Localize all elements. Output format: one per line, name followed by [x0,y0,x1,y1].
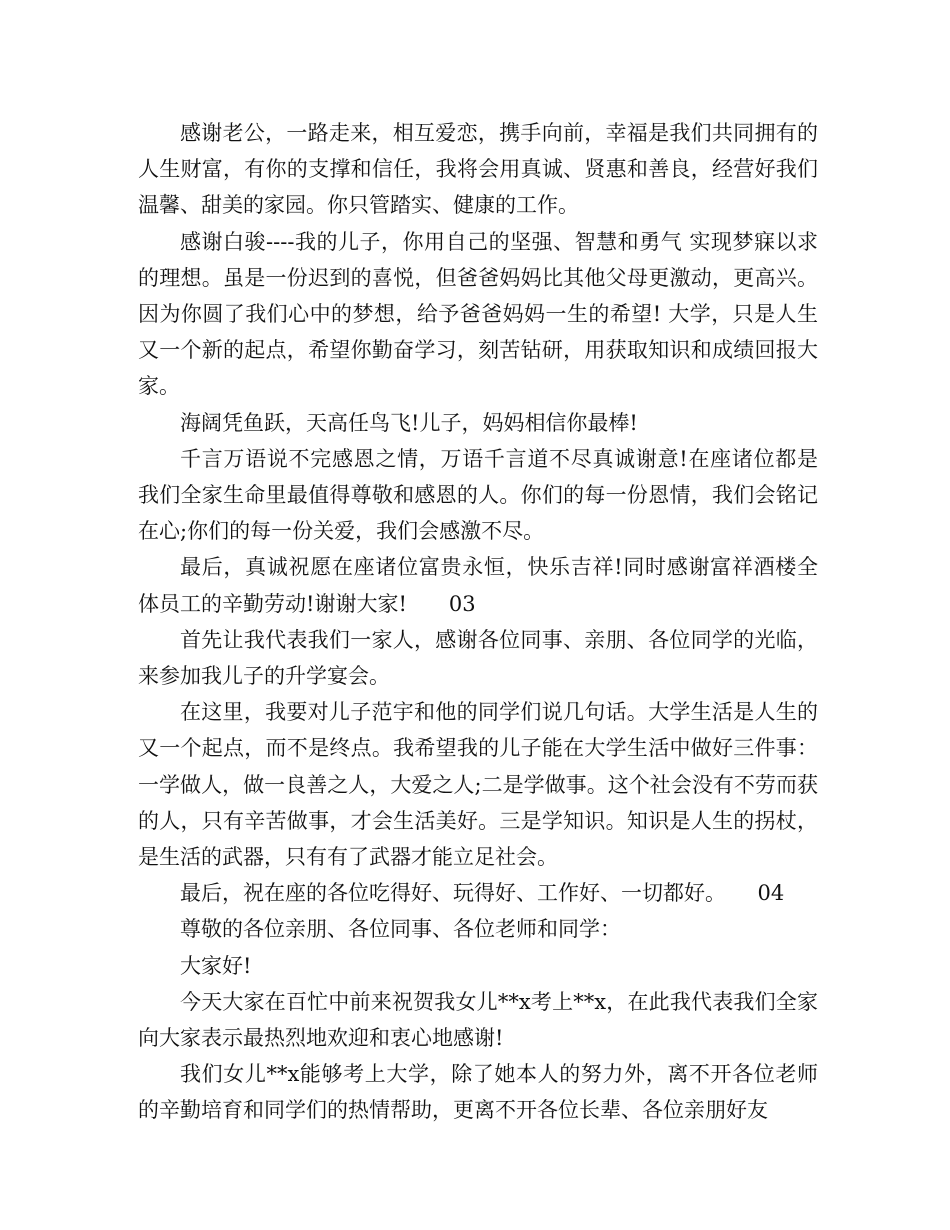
paragraph-thanks-son: 感谢白骏----我的儿子，你用自己的坚强、智慧和勇气 实现梦寐以求的理想。虽是一份迟到的喜悦，但爸爸妈妈比其他父母更激动，更高兴。因为你圆了我们心中的梦想，给予爸爸妈妈一生的希望! 大学，只是人生又一个新的起点，希望你勤奋学习，刻苦钻研，用获取知识和成绩回报大家。 [138,229,818,399]
paragraph-closing-03: 最后，真诚祝愿在座诸位富贵永恒，快乐吉祥!同时感谢富祥酒楼全体员工的辛勤劳动!谢谢大家! 03 [138,555,818,616]
paragraph-closing-04: 最后，祝在座的各位吃得好、玩得好、工作好、一切都好。 04 [180,881,785,906]
paragraph-greeting: 大家好! [180,953,252,978]
paragraph-thanks-husband: 感谢老公，一路走来，相互爱恋，携手向前，幸福是我们共同拥有的人生财富，有你的支撑和信任，我将会用真诚、贤惠和善良，经营好我们温馨、甜美的家园。你只管踏实、健康的工作。 [138,121,818,218]
paragraph-advice-son: 在这里，我要对儿子范宇和他的同学们说几句话。大学生活是人生的又一个起点，而不是终点。我希望我的儿子能在大学生活中做好三件事：一学做人，做一良善之人，大爱之人;二是学做事。这个社会没有不劳而获的人，只有辛苦做事，才会生活美好。三是学知识。知识是人生的拐杖，是生活的武器，只有有了武器才能立足社会。 [138,700,818,870]
paragraph-daughter-thanks: 我们女儿**x能够考上大学，除了她本人的努力外，离不开各位老师的辛勤培育和同学们的热情帮助，更离不开各位长辈、各位亲朋好友 [138,1062,818,1123]
paragraph-encouragement: 海阔凭鱼跃，天高任鸟飞!儿子，妈妈相信你最棒! [180,410,638,435]
paragraph-welcome: 今天大家在百忙中前来祝贺我女儿**x考上**x，在此我代表我们全家向大家表示最热烈地欢迎和衷心地感谢! [138,989,818,1051]
paragraph-salutation: 尊敬的各位亲朋、各位同事、各位老师和同学： [180,917,621,942]
paragraph-opening-family: 首先让我代表我们一家人，感谢各位同事、亲朋、各位同学的光临，来参加我儿子的升学宴会。 [138,627,818,689]
paragraph-gratitude: 千言万语说不完感恩之情，万语千言道不尽真诚谢意!在座诸位都是我们全家生命里最值得尊敬和感恩的人。你们的每一份恩情，我们会铭记在心;你们的每一份关爱，我们会感激不尽。 [138,446,818,544]
document-body [138,115,818,1129]
